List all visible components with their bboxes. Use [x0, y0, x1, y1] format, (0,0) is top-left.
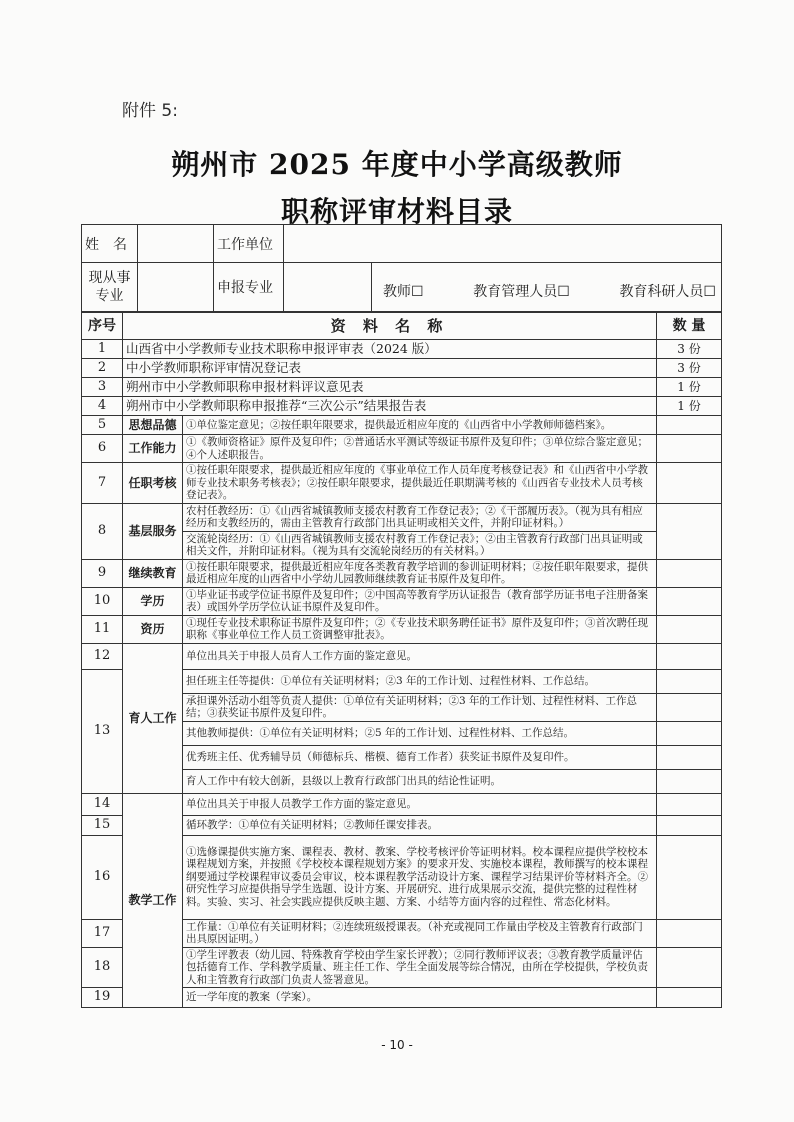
- table-row: 12 育人工作 单位出具关于申报人员育人工作方面的鉴定意见。: [82, 643, 722, 669]
- table-row: 16 ①选修课提供实施方案、课程表、教材、教案、学校考核评价等证明材料。校本课程应提供学校校本课程规划方案，并按照《学校校本课程规划方案》的要求开发、实施校本课程，教师撰写的校本课程纲要通过学校课程审议委员会审议，校本课程教学活动设计方案、课程学习结果评价等材料齐全。②研究性学习应提供指导学生选题、设计方案、开展研究、进行成果展示交流，提供完整的过程性材料。实验、实习、社会实践应提供反映主题、方案、小结等方面内容的过程性、常态化材料。: [82, 835, 722, 919]
- table-row: 4 朔州市中小学教师职称申报推荐“三次公示”结果报告表 1 份: [82, 397, 722, 416]
- table-row: 交流轮岗经历：①《山西省城镇教师支援农村教育工作登记表》；②由主管教育行政部门出具证明或相关文件，并附印证材料。（视为具有交流轮岗经历的有关材料。）: [82, 531, 722, 559]
- name-field[interactable]: [138, 225, 214, 263]
- category-yuren: 育人工作: [123, 643, 183, 793]
- table-row: 18 ①学生评教表（幼儿园、特殊教育学校由学生家长评教）；②同行教师评议表；③教育教学质量评估包括德育工作、学科教学质量、班主任工作、学生全面发展等综合情况，由所在学校提供，学校负责人和主管教育行政部门负责人签署意见。: [82, 947, 722, 988]
- table-row: 17 工作量：①单位有关证明材料；②连续班级授课表。（补充或视同工作量由学校及主管教育行政部门出具原因证明。）: [82, 919, 722, 947]
- header-name: 资 料 名 称: [123, 313, 657, 340]
- page-title-line2: 职称评审材料目录: [280, 195, 513, 228]
- work-unit-field[interactable]: [284, 225, 722, 263]
- header-no: 序号: [82, 313, 123, 340]
- table-row: 15 循环教学：①单位有关证明材料；②教师任课安排表。: [82, 815, 722, 835]
- current-major-label: 现从事专业: [82, 263, 138, 312]
- role-admin-checkbox[interactable]: 教育管理人员☐: [473, 284, 570, 300]
- work-unit-label: 工作单位: [214, 225, 284, 263]
- table-row: 8 基层服务 农村任教经历：①《山西省城镇教师支援农村教育工作登记表》；②《干部履历表》。（视为具有相应经历和支教经历的，需由主管教育行政部门出具证明或相关文件，并附印证材料。）: [82, 503, 722, 531]
- table-row: 1 山西省中小学教师专业技术职称申报评审表（2024 版） 3 份: [82, 340, 722, 359]
- role-research-checkbox[interactable]: 教育科研人员☐: [619, 284, 716, 300]
- table-row: 2 中小学教师职称评审情况登记表 3 份: [82, 359, 722, 378]
- table-row: 19 近一学年度的教案（学案）。: [82, 988, 722, 1008]
- role-teacher-checkbox[interactable]: 教师☐: [383, 284, 424, 300]
- table-row: 9 继续教育 ①按任职年限要求，提供最近相应年度各类教育教学培训的参训证明材料；②按任职年限要求，提供最近相应年度的山西省中小学幼儿园教师继续教育证书原件及复印件。: [82, 559, 722, 587]
- table-row: 6 工作能力 ①《教师资格证》原件及复印件；②普通话水平测试等级证书原件及复印件；③单位综合鉴定意见；④个人述职报告。: [82, 435, 722, 463]
- apply-major-field[interactable]: [284, 263, 372, 312]
- table-row: 其他教师提供：①单位有关证明材料；②5 年的工作计划、过程性材料、工作总结。: [82, 721, 722, 745]
- table-row: 10 学历 ①毕业证书或学位证书原件及复印件；②中国高等教育学历认证报告（教育部学历证书电子注册备案表）或国外学历学位认证书原件及复印件。: [82, 587, 722, 615]
- apply-major-label: 申报专业: [214, 263, 284, 312]
- category-jiaoxue: 教学工作: [123, 793, 183, 1008]
- table-row: 5 思想品德 ①单位鉴定意见；②按任职年限要求，提供最近相应年度的《山西省中小学教师师德档案》。: [82, 416, 722, 435]
- page-number: - 10 -: [381, 1038, 413, 1052]
- table-header-row: [82, 313, 722, 340]
- table-row: 11 资历 ①现任专业技术职称证书原件及复印件；②《专业技术职务聘任证书》原件及复印件；③首次聘任现职称《事业单位工作人员工资调整审批表》。: [82, 615, 722, 643]
- page-title-line1: 朔州市 2025 年度中小学高级教师: [171, 148, 623, 181]
- name-label: 姓 名: [82, 225, 138, 263]
- table-row: 13 担任班主任等提供：①单位有关证明材料；②3 年的工作计划、过程性材料、工作总结。: [82, 669, 722, 693]
- applicant-info-table: [81, 224, 722, 312]
- materials-table: [81, 312, 722, 1008]
- attachment-label: 附件 5:: [122, 101, 178, 121]
- role-options: [372, 263, 722, 312]
- table-row: 优秀班主任、优秀辅导员（师德标兵、楷模、德育工作者）获奖证书原件及复印件。: [82, 745, 722, 769]
- table-row: 14 教学工作 单位出具关于申报人员教学工作方面的鉴定意见。: [82, 793, 722, 815]
- table-row: 7 任职考核 ①按任职年限要求，提供最近相应年度的《事业单位工作人员年度考核登记表》和《山西省中小学教师专业技术职务考核表》；②按任职年限要求，提供最近任职期满考核的《山西省专业技术人员考核登记表》。: [82, 463, 722, 504]
- table-row: 承担课外活动小组等负责人提供：①单位有关证明材料；②3 年的工作计划、过程性材料、工作总结；③获奖证书原件及复印件。: [82, 693, 722, 721]
- current-major-field[interactable]: [138, 263, 214, 312]
- table-row: 育人工作中有较大创新，县级以上教育行政部门出具的结论性证明。: [82, 769, 722, 793]
- header-qty: 数 量: [657, 313, 722, 340]
- table-row: 3 朔州市中小学教师职称申报材料评议意见表 1 份: [82, 378, 722, 397]
